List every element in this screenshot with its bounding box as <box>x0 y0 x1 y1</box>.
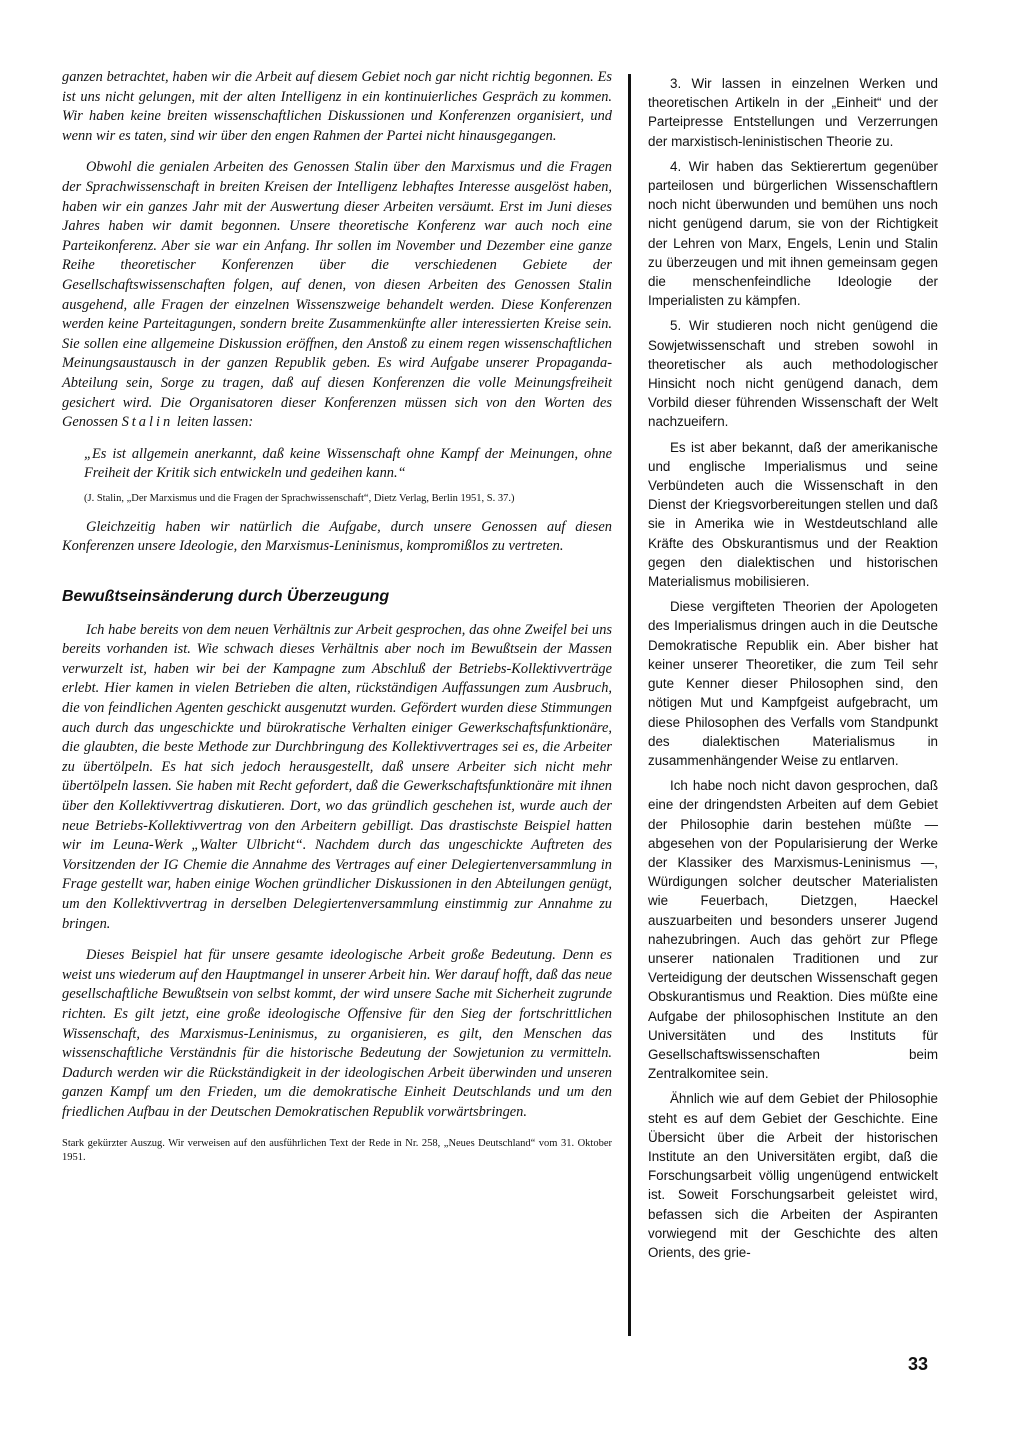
page-number: 33 <box>908 1354 929 1374</box>
paragraph: Dieses Beispiel hat für unsere gesamte ideologische Arbeit große Bedeutung. Denn es weist uns wiederum auf den Hauptmangel in unserer Arbeit hin. Wer darauf hofft, daß das neue gesellschaftliche Bewußtsein von selbst kommt, der wird unsere Sache mit Sicherheit zugrunde richten. Es gilt jetzt, eine große ideologische Offensive für den Sieg der fortschrittlichen Wissenschaft, des Marxismus-Leninismus, zu organisieren, es gilt, den Menschen das wissenschaftliche Verständnis für die historische Bedeutung der Sowjetunion zu vermitteln. Dadurch werden wir die Rückständigkeit in der ideologischen Arbeit überwinden und unseren ganzen Kampf um den Frieden, um die demokratische Einheit Deutschlands und um den friedlichen Aufbau in der Deutschen Demokratischen Republik vorwärtsbringen. <box>62 947 612 1120</box>
paragraph: 5. Wir studieren noch nicht genügend die Sowjetwissenschaft und streben sowohl in theoretischer als auch methodologischer Hinsicht noch nicht genügend danach, dem Vorbild dieser führenden Wissenschaft der Welt nachzueifern. <box>648 318 938 430</box>
footnote: Stark gekürzter Auszug. Wir verweisen auf den ausführlichen Text der Rede in Nr. 258, „Neues Deutschland“ vom 31. Oktober 1951. <box>62 1137 612 1163</box>
section-heading: Bewußtseinsänderung durch Überzeugung <box>62 588 390 606</box>
paragraph: ganzen betrachtet, haben wir die Arbeit auf diesem Gebiet noch gar nicht richtig begonnen. Es ist uns nicht gelungen, mit der alten Intelligenz in ein kontinuierliches Gespräch zu kommen. Wir haben keine breiten wissenschaftlichen Diskussionen und Konferenzen organisiert, und wenn wir es taten, sind wir über den engen Rahmen der Partei nicht hinausgegangen. <box>62 69 612 144</box>
citation: (J. Stalin, „Der Marxismus und die Fragen der Sprachwissenschaft“, Dietz Verlag, Berlin 1951, S. 37.) <box>84 492 515 504</box>
paragraph-text: Obwohl die genialen Arbeiten des Genossen Stalin über den Marxismus und die Fragen der Sprachwissenschaft in breiten Kreisen der Intelligenz lebhaftes Interesse ausgelöst haben, haben wir ein ganzes Jahr mit der Auswertung dieser Arbeiten versäumt. Erst im Juni dieses Jahres haben wir damit begonnen. Unsere theoretische Konferenz war auch noch eine Parteikonferenz. Aber sie war ein Anfang. Ihr sollen im November und Dezember eine ganze Reihe theoretischer Konferenzen über die verschiedenen Gebiete der Gesellschaftswissenschaften folgen, auf denen, von diesen Arbeiten des Genossen Stalin ausgehend, alle Fragen der einzelnen Wissenszweige behandelt werden. Diese Konferenzen werden keine Parteitagungen, sondern breite Zusammenkünfte aller interessierten Kreise sein. Sie sollen eine allgemeine Diskussion eröffnen, den Anstoß zu einem regen wissenschaftlichen Meinungsaustausch in der ganzen Republik geben. Es wird Aufgabe unserer Propaganda-Abteilung sein, Sorge zu tragen, daß auf diesen Konferenzen die volle Meinungsfreiheit gesichert wird. Die Organisatoren dieser Konferenzen müssen sich von den Worten des Genossen <box>62 159 612 431</box>
column-divider <box>628 74 631 1336</box>
paragraph: Es ist aber bekannt, daß der amerikanische und englische Imperialismus und seine Verbündeten auch die Wissenschaft in den Dienst der Kriegsvorbereitungen stellen und daß sie in Amerika wie in Westdeutschland alle Kräfte des Obskurantismus und der Reaktion gegen den dialektischen und historischen Materialismus mobilisieren. <box>648 439 938 590</box>
paragraph: Ich habe bereits von dem neuen Verhältnis zur Arbeit gesprochen, das ohne Zweifel bei uns bereits vorhanden ist. Wie schwach dieses Verhältnis aber noch im Bewußtsein der Massen verwurzelt ist, haben wir bei der Kampagne zum Abschluß der Betriebs-Kollektivverträge erlebt. Hier kamen in vielen Betrieben die alten, rückständigen Auffassungen zum Ausbruch, die von feindlichen Agenten geschickt ausgenutzt wurden. Gefördert wurden diese Stimmungen auch durch das ungeschickte und bürokratische Verhalten einiger Gewerkschaftsfunktionäre, die glaubten, die beste Methode zur Durchbringung des Kollektivvertrages sei es, die Arbeiter zu übertölpeln. Es hat sich jedoch herausgestellt, daß unsere Arbeiter sich nicht mehr übertölpeln lassen. Sie haben mit Recht gefordert, daß die Gewerkschaftsfunktionäre mit ihnen über den Kollektivvertrag diskutieren. Dort, wo das gründlich geschehen ist, wurde auch der neue Betriebs-Kollektivvertrag von den Arbeitern gebilligt. Das drastischste Beispiel hatten wir im Leuna-Werk „Walter Ulbricht“. Nachdem durch das ungeschickte Auftreten des Vorsitzenden der IG Chemie die Annahme des Vertrages auf einer Delegiertenversammlung in Frage gestellt war, haben einige Wochen gründlicher Diskussionen in den Abteilungen genügt, um den Kollektivvertrag in derselben Delegiertenversammlung einstimmig zur Annahme zu bringen. <box>62 621 612 932</box>
paragraph: Ich habe noch nicht davon gesprochen, daß eine der dringendsten Arbeiten auf dem Gebiet der Philosophie darin bestehen müßte — abgesehen von der Popularisierung der Werke der Klassiker des Marxismus-Leninismus —, Würdigungen solcher deutscher Materialisten wie Feuerbach, Dietzgen, Haeckel auszuarbeiten und besonders unserer Jugend nahezubringen. Auch das gehört zur Pflege unserer nationalen Traditionen und zur Verteidigung der deutschen Wissenschaft gegen Obskurantismus und Reaktion. Dies müßte eine Aufgabe der philosophischen Institute an den Universitäten und des Instituts für Gesellschaftswissenschaften beim Zentralkomitee sein. <box>648 778 938 1082</box>
paragraph <box>62 158 612 432</box>
paragraph: Diese vergifteten Theorien der Apologeten des Imperialismus dringen auch in die Deutsche Demokratische Republik ein. Aber bisher hat keiner unserer Theoretiker, die zum Teil sehr gute Kenner dieser Philosophen sind, den nötigen Mut und Kampfgeist aufgebracht, um diese Philosophen des Verfalls vom Standpunkt des dialektischen Materialismus in zusammenhängender Weise zu entlarven. <box>648 599 938 768</box>
stalin-spaced-name: Stalin <box>121 414 174 431</box>
left-column <box>62 68 612 1177</box>
paragraph-text: leiten lassen: <box>176 414 254 431</box>
paragraph: 3. Wir lassen in einzelnen Werken und theoretischen Artikeln in der „Einheit“ und der Parteipresse Entstellungen und Verzerrungen der marxistisch-leninistischen Theorie zu. <box>648 76 938 149</box>
right-column <box>648 74 938 1268</box>
paragraph: Gleichzeitig haben wir natürlich die Aufgabe, durch unsere Genossen auf diesen Konferenzen unsere Ideologie, den Marxismus-Leninismus, kompromißlos zu vertreten. <box>62 518 612 555</box>
paragraph: Ähnlich wie auf dem Gebiet der Philosophie steht es auf dem Gebiet der Geschichte. Eine Übersicht über die Arbeit der historischen Institute an den Universitäten ergibt, daß die Forschungsarbeit völlig ungenügend entwickelt ist. Soweit Forschungsarbeit geleistet wird, befassen sich die Arbeiten der Aspiranten vorwiegend mit der Geschichte des alten Orients, des grie- <box>648 1091 938 1260</box>
quotation: „Es ist allgemein anerkannt, daß keine Wissenschaft ohne Kampf der Meinungen, ohne Freiheit der Kritik sich entwickeln und gedeihen kann.“ <box>84 445 612 482</box>
paragraph: 4. Wir haben das Sektierertum gegenüber parteilosen und bürgerlichen Wissenschaftlern noch nicht überwunden und bemühen uns noch nicht genügend darum, sie von der Richtigkeit der Lehren von Marx, Engels, Lenin und Stalin zu überzeugen und mit ihnen gemeinsam gegen die menschenfeindliche Ideologie der Imperialisten zu kämpfen. <box>648 158 938 309</box>
